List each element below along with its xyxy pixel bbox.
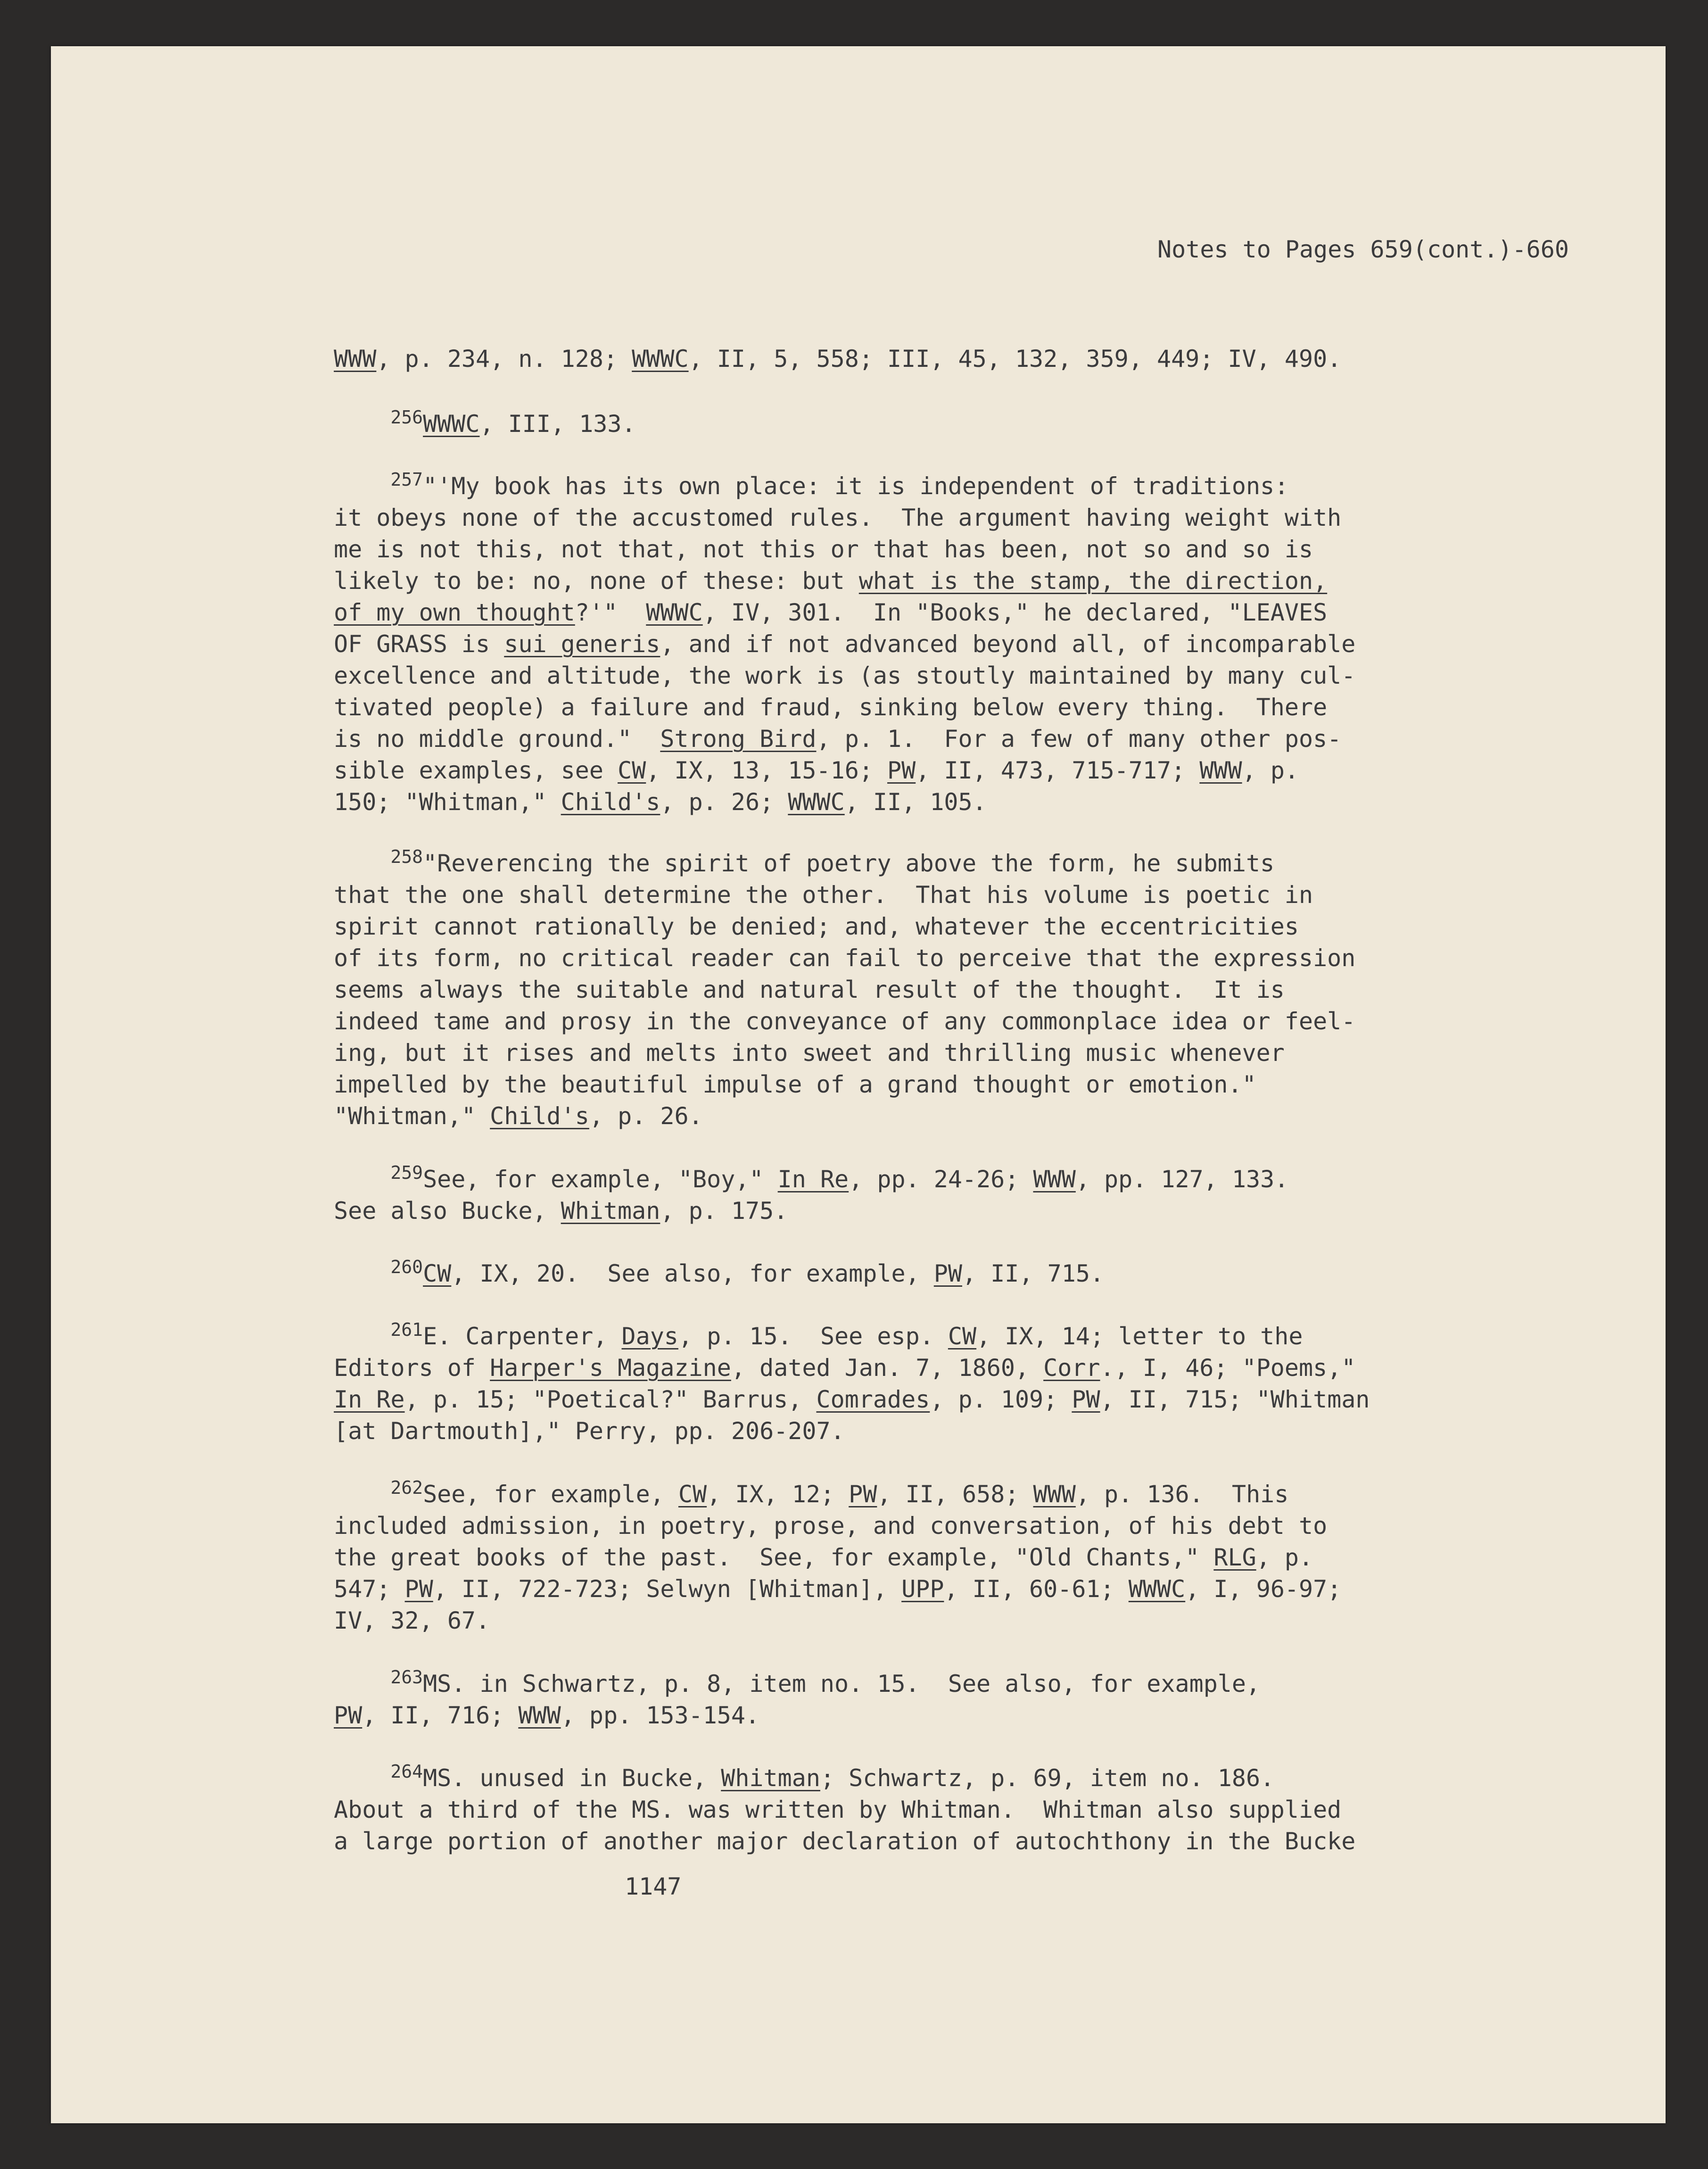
text-line: [334, 755, 1299, 786]
footnote-number: 262: [390, 1477, 423, 1498]
footnote-number: 259: [390, 1162, 423, 1183]
underlined-text: PW: [849, 1481, 877, 1508]
underlined-text: CW: [948, 1323, 977, 1350]
text-line: [334, 974, 1285, 1005]
underlined-text: CW: [423, 1260, 452, 1287]
underlined-text: WWW: [1033, 1481, 1076, 1508]
text-line: [334, 692, 1327, 723]
text-line: [334, 1006, 1355, 1037]
text-line: [334, 943, 1355, 974]
text-run: [334, 1670, 390, 1697]
footnote-number: 261: [390, 1319, 423, 1340]
text-run: , I, 96-97;: [1185, 1575, 1342, 1603]
footnote-number: 264: [390, 1761, 423, 1782]
underlined-text: Whitman: [561, 1197, 660, 1225]
text-run: MS. unused in Bucke,: [423, 1764, 721, 1792]
text-run: [334, 1166, 390, 1193]
text-line: [334, 597, 1327, 628]
document-page: [51, 46, 1666, 2123]
text-run: me is not this, not that, not this or that has been, not so and so is: [334, 536, 1313, 563]
text-line: [334, 660, 1355, 691]
text-line: [334, 1700, 759, 1731]
text-line: [334, 786, 987, 818]
text-line: [334, 1542, 1313, 1573]
footnote-number: 257: [390, 469, 423, 490]
text-run: included admission, in poetry, prose, and conversation, of his debt to: [334, 1512, 1328, 1540]
text-line: [334, 408, 636, 439]
underlined-text: In Re: [777, 1166, 849, 1193]
underlined-text: WWW: [1199, 757, 1242, 784]
text-line: [334, 848, 1274, 879]
underlined-text: WWW: [518, 1702, 561, 1729]
text-run: , pp. 24-26;: [849, 1166, 1033, 1193]
underlined-text: WWW: [1033, 1166, 1076, 1193]
text-run: IV, 32, 67.: [334, 1607, 490, 1634]
text-run: , p. 1. For a few of many other pos-: [816, 725, 1342, 753]
text-run: sible examples, see: [334, 757, 618, 784]
text-line: [334, 1826, 1355, 1857]
underlined-text: PW: [334, 1702, 363, 1729]
footnote-number: 258: [390, 846, 423, 867]
underlined-text: sui generis: [504, 630, 660, 658]
text-run: , IX, 12;: [707, 1481, 849, 1508]
underlined-text: PW: [404, 1575, 433, 1603]
text-run: , II, 658;: [877, 1481, 1033, 1508]
page-header: Notes to Pages 659(cont.)-660: [1157, 236, 1569, 263]
text-run: OF GRASS is: [334, 630, 504, 658]
text-run: "'My book has its own place: it is independent of traditions:: [423, 472, 1289, 500]
text-run: [334, 850, 390, 877]
text-line: [334, 1605, 490, 1636]
underlined-text: Strong Bird: [660, 725, 817, 753]
text-run: , p.: [1242, 757, 1299, 784]
text-run: tivated people) a failure and fraud, sinking below every thing. There: [334, 694, 1328, 721]
text-line: [334, 879, 1313, 911]
text-run: that the one shall determine the other. That his volume is poetic in: [334, 881, 1313, 909]
page-number: 1147: [625, 1873, 682, 1900]
text-line: [334, 1321, 1303, 1352]
text-run: , II, 715; "Whitman: [1100, 1386, 1370, 1413]
underlined-text: WWWC: [646, 599, 703, 626]
text-run: , p. 15; "Poetical?" Barrus,: [404, 1386, 817, 1413]
text-run: , II, 5, 558; III, 45, 132, 359, 449; IV, 490.: [688, 345, 1342, 373]
text-run: , II, 60-61;: [944, 1575, 1129, 1603]
text-line: [334, 343, 1341, 374]
text-line: [334, 1479, 1288, 1510]
text-run: , pp. 127, 133.: [1075, 1166, 1289, 1193]
text-run: [334, 1260, 390, 1287]
text-run: , II, 473, 715-717;: [916, 757, 1200, 784]
text-run: indeed tame and prosy in the conveyance of any commonplace idea or feel-: [334, 1008, 1356, 1035]
text-run: Editors of: [334, 1354, 490, 1382]
underlined-text: Days: [621, 1323, 678, 1350]
text-line: [334, 1258, 1104, 1289]
text-line: [334, 1763, 1274, 1794]
text-run: [334, 1481, 390, 1508]
underlined-text: Whitman: [721, 1764, 820, 1792]
text-run: of its form, no critical reader can fail to perceive that the expression: [334, 944, 1356, 972]
text-line: [334, 1668, 1260, 1699]
text-run: spirit cannot rationally be denied; and, whatever the eccentricities: [334, 913, 1299, 940]
underlined-text: RLG: [1213, 1544, 1256, 1571]
underlined-text: PW: [1072, 1386, 1100, 1413]
text-run: , p. 136. This: [1075, 1481, 1289, 1508]
text-run: , p. 26;: [660, 788, 788, 816]
text-run: ing, but it rises and melts into sweet and thrilling music whenever: [334, 1039, 1285, 1067]
text-run: , II, 105.: [844, 788, 987, 816]
underlined-text: In Re: [334, 1386, 405, 1413]
underlined-text: PW: [933, 1260, 962, 1287]
text-run: is no middle ground.": [334, 725, 660, 753]
text-run: See, for example, "Boy,": [423, 1166, 778, 1193]
text-run: impelled by the beautiful impulse of a grand thought or emotion.": [334, 1071, 1256, 1098]
text-line: [334, 1164, 1288, 1195]
text-run: 150; "Whitman,": [334, 788, 561, 816]
text-run: , dated Jan. 7, 1860,: [731, 1354, 1044, 1382]
text-run: , IX, 14; letter to the: [976, 1323, 1303, 1350]
text-line: [334, 471, 1288, 502]
text-line: [334, 1416, 845, 1447]
text-run: , p. 234, n. 128;: [376, 345, 632, 373]
text-run: , II, 715.: [962, 1260, 1105, 1287]
text-run: "Whitman,": [334, 1102, 490, 1130]
text-run: 547;: [334, 1575, 405, 1603]
text-line: [334, 1195, 788, 1226]
text-run: , II, 716;: [362, 1702, 519, 1729]
text-line: [334, 1352, 1355, 1383]
notes-text: [334, 46, 1569, 1855]
text-run: [334, 410, 390, 438]
text-run: , pp. 153-154.: [561, 1702, 760, 1729]
text-line: [334, 1573, 1341, 1605]
text-line: [334, 1037, 1285, 1068]
underlined-text: UPP: [901, 1575, 944, 1603]
underlined-text: CW: [678, 1481, 707, 1508]
text-run: , IX, 13, 15-16;: [646, 757, 888, 784]
text-run: E. Carpenter,: [423, 1323, 622, 1350]
text-run: excellence and altitude, the work is (as stoutly maintained by many cul-: [334, 662, 1356, 689]
underlined-text: Child's: [490, 1102, 589, 1130]
underlined-text: of my own thought: [334, 599, 575, 626]
text-run: , IX, 20. See also, for example,: [451, 1260, 934, 1287]
text-line: [334, 502, 1341, 533]
text-line: [334, 1384, 1370, 1415]
text-run: , II, 722-723; Selwyn [Whitman],: [433, 1575, 902, 1603]
text-run: [334, 1323, 390, 1350]
text-line: [334, 565, 1327, 596]
underlined-text: Comrades: [816, 1386, 930, 1413]
text-run: the great books of the past. See, for example, "Old Chants,": [334, 1544, 1214, 1571]
footnote-number: 263: [390, 1667, 423, 1688]
underlined-text: WWWC: [632, 345, 689, 373]
text-run: See also Bucke,: [334, 1197, 561, 1225]
text-line: [334, 1794, 1341, 1825]
text-run: [at Dartmouth]," Perry, pp. 206-207.: [334, 1417, 845, 1445]
text-line: [334, 1069, 1256, 1100]
text-run: MS. in Schwartz, p. 8, item no. 15. See also, for example,: [423, 1670, 1261, 1697]
text-run: , p.: [1256, 1544, 1313, 1571]
underlined-text: PW: [887, 757, 916, 784]
text-run: ; Schwartz, p. 69, item no. 186.: [820, 1764, 1275, 1792]
underlined-text: WWWC: [1128, 1575, 1186, 1603]
text-line: [334, 1510, 1327, 1541]
text-line: [334, 1101, 703, 1132]
text-line: [334, 534, 1313, 565]
text-run: a large portion of another major declaration of autochthony in the Bucke: [334, 1828, 1356, 1855]
text-run: seems always the suitable and natural result of the thought. It is: [334, 976, 1285, 1003]
text-run: ?'": [575, 599, 646, 626]
text-run: , p. 26.: [589, 1102, 703, 1130]
text-run: About a third of the MS. was written by Whitman. Whitman also supplied: [334, 1796, 1342, 1823]
text-run: [334, 472, 390, 500]
text-run: See, for example,: [423, 1481, 678, 1508]
underlined-text: CW: [618, 757, 646, 784]
text-run: ., I, 46; "Poems,": [1100, 1354, 1356, 1382]
text-run: , IV, 301. In "Books," he declared, "LEAVES: [702, 599, 1328, 626]
text-line: [334, 723, 1341, 754]
text-line: [334, 911, 1299, 942]
text-run: [334, 1764, 390, 1792]
footnote-number: 260: [390, 1257, 423, 1277]
underlined-text: what is the stamp, the direction,: [858, 567, 1328, 595]
underlined-text: Corr: [1043, 1354, 1100, 1382]
text-run: , III, 133.: [479, 410, 636, 438]
text-run: , p. 15. See esp.: [678, 1323, 948, 1350]
text-run: , p. 175.: [660, 1197, 788, 1225]
text-run: , and if not advanced beyond all, of incomparable: [660, 630, 1356, 658]
underlined-text: Harper's Magazine: [490, 1354, 731, 1382]
underlined-text: WWWC: [788, 788, 845, 816]
text-run: it obeys none of the accustomed rules. The argument having weight with: [334, 504, 1342, 531]
underlined-text: Child's: [561, 788, 660, 816]
underlined-text: WWWC: [423, 410, 480, 438]
text-run: "Reverencing the spirit of poetry above the form, he submits: [423, 850, 1275, 877]
text-run: , p. 109;: [930, 1386, 1072, 1413]
text-line: [334, 629, 1355, 660]
footnote-number: 256: [390, 407, 423, 428]
underlined-text: WWW: [334, 345, 377, 373]
text-run: likely to be: no, none of these: but: [334, 567, 859, 595]
